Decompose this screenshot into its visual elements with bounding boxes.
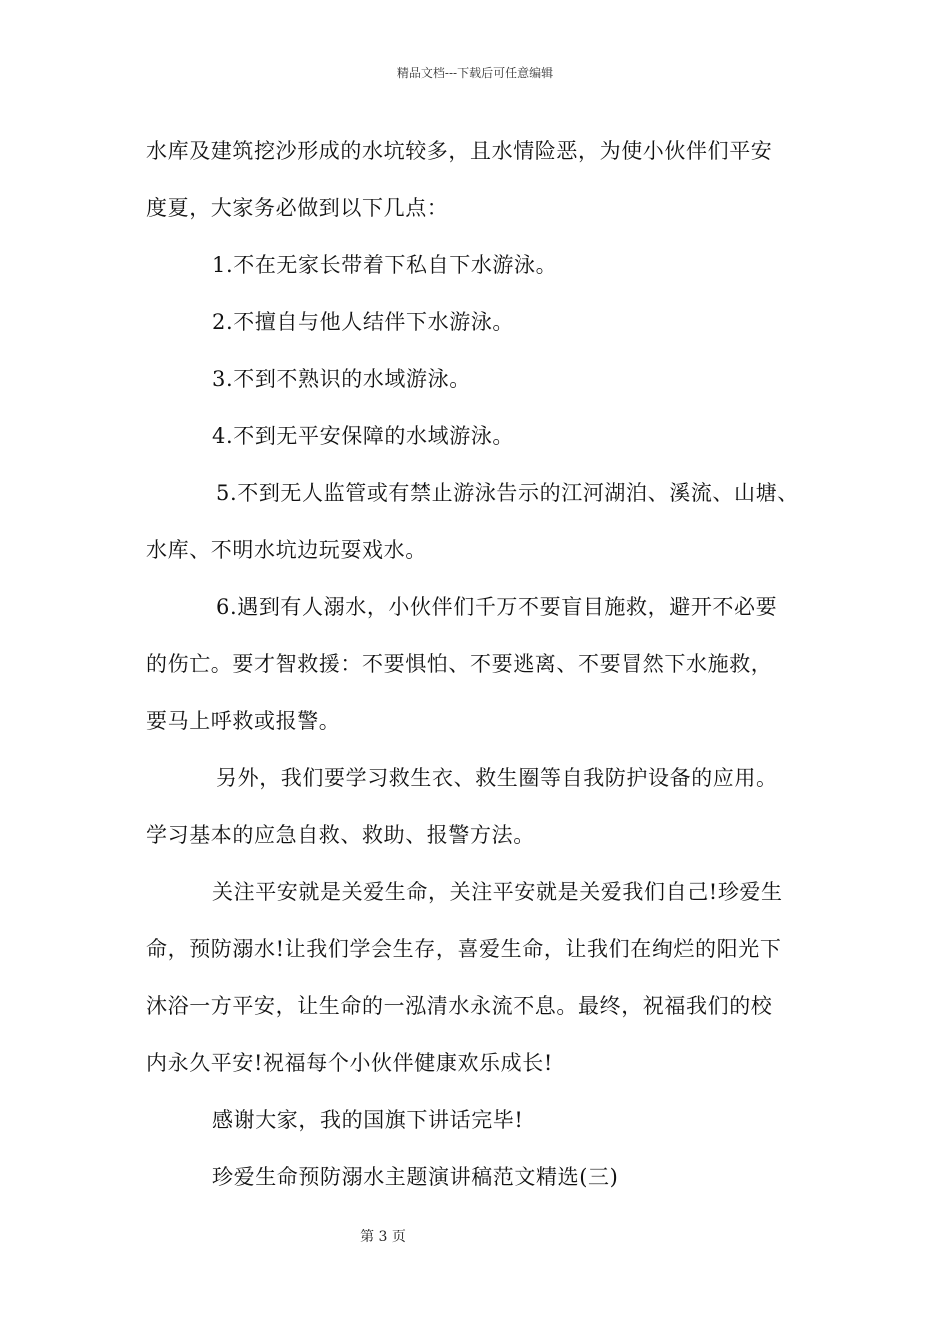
paragraph-line: 水库、不明水坑边玩耍戏水。 (146, 538, 427, 562)
list-item: 2.不擅自与他人结伴下水游泳。 (212, 310, 515, 334)
list-item: 5.不到无人监管或有禁止游泳告示的江河湖泊、溪流、山塘、 (216, 481, 799, 505)
list-item: 4.不到无平安保障的水域游泳。 (212, 424, 515, 448)
list-item: 6.遇到有人溺水，小伙伴们千万不要盲目施救，避开不必要 (216, 595, 778, 619)
paragraph-line: 水库及建筑挖沙形成的水坑较多，且水情险恶，为使小伙伴们平安 (146, 139, 773, 163)
paragraph-line: 感谢大家，我的国旗下讲话完毕! (212, 1108, 524, 1132)
paragraph-line: 学习基本的应急自救、救助、报警方法。 (146, 823, 535, 847)
paragraph-line: 的伤亡。要才智救援：不要惧怕、不要逃离、不要冒然下水施救， (146, 652, 773, 676)
page-number: 第 3 页 (360, 1229, 406, 1245)
paragraph-line: 度夏，大家务必做到以下几点： (146, 196, 449, 220)
paragraph-line: 沐浴一方平安，让生命的一泓清水永流不息。最终，祝福我们的校 (146, 994, 773, 1018)
list-item: 1.不在无家长带着下私自下水游泳。 (212, 253, 558, 277)
section-heading: 珍爱生命预防溺水主题演讲稿范文精选(三) (212, 1165, 619, 1189)
paragraph-line: 另外，我们要学习救生衣、救生圈等自我防护设备的应用。 (216, 766, 778, 790)
list-item: 3.不到不熟识的水域游泳。 (212, 367, 471, 391)
page-header: 精品文档---下载后可任意编辑 (396, 66, 554, 80)
paragraph-line: 内永久平安!祝福每个小伙伴健康欢乐成长! (146, 1051, 553, 1075)
paragraph-line: 关注平安就是关爱生命，关注平安就是关爱我们自己!珍爱生 (212, 880, 783, 904)
paragraph-line: 要马上呼救或报警。 (146, 709, 341, 733)
paragraph-line: 命，预防溺水!让我们学会生存，喜爱生命，让我们在绚烂的阳光下 (146, 937, 782, 961)
